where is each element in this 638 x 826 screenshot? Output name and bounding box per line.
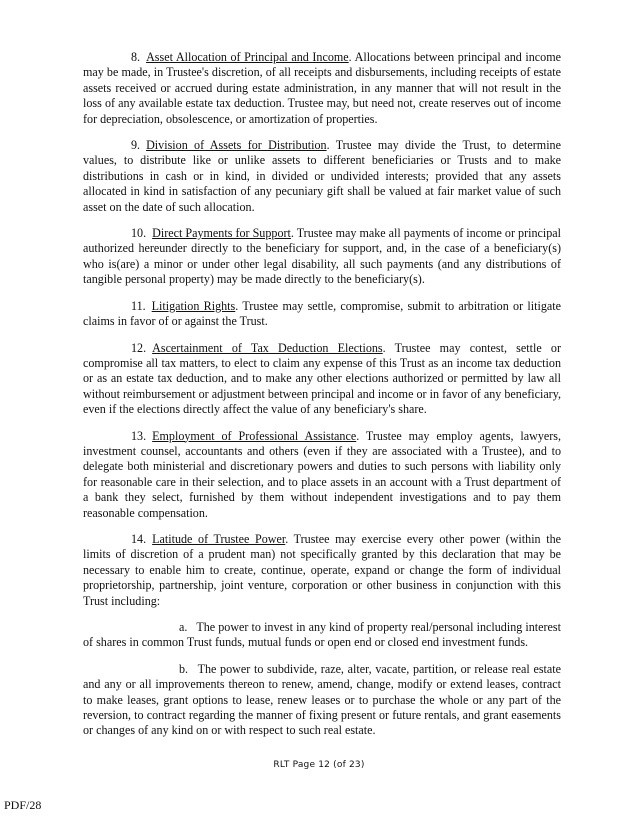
paragraph-number: 9. [131,138,141,153]
subparagraph-text: The power to invest in any kind of property real/personal including interest of shares in common Trust funds, mutual funds or open end or closed end investment funds. [83,620,561,650]
paragraph-text: . Trustee may exercise every other power (within the limits of discretion of a prudent man) not specifically granted by this declaration that may be necessary to enable him to create, continue, operate, expand or change the form of individual proprietorship, partnership, joint venture, corporation or other business in conjunction with this Trust including: [83,531,562,608]
paragraph-10 [83,226,561,288]
paragraph-text: . Trustee may make all payments of income or principal authorized hereunder directly to the beneficiary for support, and, in the case of a beneficiary(s) who is(are) a minor or under other legal disability, all such payments (and any distributions of tangible personal property) may be made directly to the beneficiary(s). [83,226,561,287]
document-body [83,50,561,750]
paragraph-text: . Trustee may employ agents, lawyers, investment counsel, accountants and others (even if they are associated with a Trustee), and to delegate both ministerial and discretionary powers and duties to such persons with liability only for reasonable care in their selection, and to place assets in an account with a Trust department of a bank they select, furnished by them without independent investigations and to pay them reasonable compensation. [83,428,561,520]
paragraph-number: 12. [131,340,147,355]
paragraph-12 [83,341,561,418]
paragraph-13 [83,429,561,521]
paragraph-text: . Trustee may divide the Trust, to determine values, to distribute like or unlike assets to different beneficiaries or Trusts and to make distributions in cash or in kind, in divided or undivided interests; provided that any assets allocated in kind in satisfaction of any pecuniary gift shall be valued at fair market value of such asset on the date of such allocation. [83,138,561,214]
page-mark: PDF/28 [4,798,42,812]
subparagraph-label: a. [179,620,188,634]
paragraph-8 [83,50,561,127]
paragraph-9 [83,138,561,215]
paragraph-number: 14. [131,531,147,546]
paragraph-title: Division of Assets for Distribution [146,138,327,153]
paragraph-title: Ascertainment of Tax Deduction Elections [152,340,383,355]
subparagraph-a [83,620,561,651]
paragraph-number: 13. [131,428,147,443]
paragraph-title: Employment of Professional Assistance [152,428,357,443]
paragraph-number: 10. [131,226,147,241]
paragraph-11 [83,299,561,330]
subparagraph-text: The power to subdivide, raze, alter, vacate, partition, or release real estate and any or all improvements thereon to renew, amend, change, modify or extend leases, contract to make leases, grant options to lease, renew leases or to purchase the whole or any part of the reversion, to contract regarding the manner of fixing present or future rentals, and grant easements or changes of any kind on or with respect to such real estate. [83,661,561,738]
paragraph-text: . Trustee may contest, settle or compromise all tax matters, to elect to claim any expense of this Trust as an income tax deduction or as an estate tax deduction, and to make any other elections authorized or permitted by law all without reimbursement or adjustment between principal and income or in favor of any beneficiary, even if the elections directly affect the value of any beneficiary's share. [83,340,561,417]
paragraph-title: Direct Payments for Support [152,226,291,241]
paragraph-14 [83,532,561,609]
subparagraph-b [83,662,561,739]
subparagraph-label: b. [179,661,189,676]
paragraph-number: 8. [131,50,141,64]
paragraph-title: Asset Allocation of Principal and Income [146,50,349,64]
paragraph-title: Litigation Rights [151,298,236,313]
paragraph-text: . Allocations between principal and income may be made, in Trustee's discretion, of all receipts and disbursements, including receipts of estate assets received or accrued during estate administration, in any manner that will not result in the loss of any available estate tax deduction. Trustee may, but need not, create reserves out of income for depreciation, obsolescence, or amortization of properties. [83,50,561,126]
paragraph-title: Latitude of Trustee Power [152,531,286,546]
paragraph-number: 11. [131,298,146,313]
page-footer: RLT Page 12 (of 23) [273,760,365,770]
paragraph-text: . Trustee may settle, compromise, submit to arbitration or litigate claims in favor of or against the Trust. [83,298,562,329]
